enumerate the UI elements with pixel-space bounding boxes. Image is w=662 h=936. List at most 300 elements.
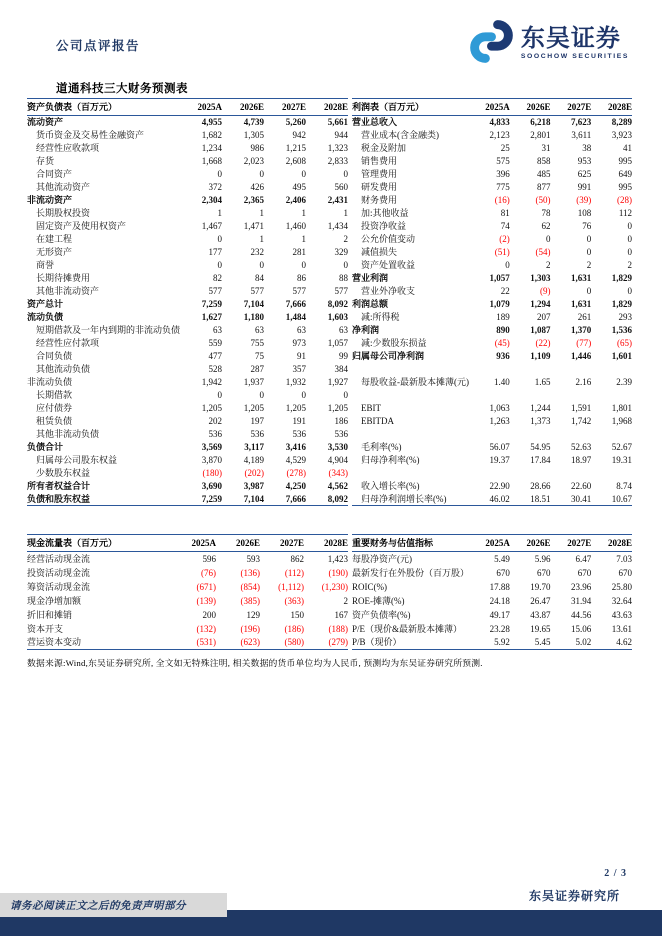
cell-value: 43.63 bbox=[611, 609, 632, 620]
cell-value: 1,601 bbox=[611, 351, 632, 361]
cell-value: 32.64 bbox=[611, 595, 632, 606]
row-label: 长期待摊费用 bbox=[36, 273, 91, 283]
table-row bbox=[27, 608, 348, 622]
table-title: 重要财务与估值指标 bbox=[352, 535, 469, 552]
cell-value: 3,117 bbox=[244, 442, 265, 452]
cell-value: 991 bbox=[577, 182, 592, 192]
row-label: 资产总计 bbox=[27, 299, 64, 309]
table-row bbox=[27, 194, 348, 207]
cell-value: 2 bbox=[546, 260, 551, 270]
cell-value: 2,365 bbox=[243, 195, 265, 205]
table-row bbox=[27, 181, 348, 194]
cell-value: 1,631 bbox=[570, 273, 592, 283]
column-header: 2028E bbox=[591, 535, 632, 552]
row-label: 长期股权投资 bbox=[36, 208, 91, 218]
brand-name-en: SOOCHOW SECURITIES bbox=[520, 53, 629, 61]
cell-value: 25 bbox=[500, 143, 510, 153]
cell-value: 63 bbox=[339, 325, 348, 335]
table-row bbox=[352, 608, 632, 622]
cell-value: 4,739 bbox=[243, 117, 265, 128]
cell-value: 1,370 bbox=[570, 325, 592, 335]
row-label: P/B（现价） bbox=[352, 636, 469, 650]
cell-value: (51) bbox=[494, 247, 510, 257]
cell-value: 1,446 bbox=[570, 351, 592, 361]
cell-value: 1,942 bbox=[201, 377, 223, 387]
cell-value: (1,230) bbox=[321, 581, 348, 592]
table-row bbox=[27, 142, 348, 155]
cell-value: 1,471 bbox=[243, 221, 265, 231]
row-label bbox=[352, 363, 469, 376]
table-row bbox=[352, 415, 632, 428]
cell-value: 1 bbox=[259, 234, 265, 244]
cell-value: 0 bbox=[259, 390, 265, 400]
cell-value: 670 bbox=[577, 567, 592, 578]
cell-value: (39) bbox=[576, 195, 592, 205]
cell-value: 75 bbox=[255, 351, 265, 361]
table-row bbox=[27, 259, 348, 272]
cell-value: 200 bbox=[202, 609, 216, 620]
cell-value: 2,431 bbox=[327, 195, 348, 205]
spacer-row bbox=[352, 428, 632, 441]
cell-value: 3,416 bbox=[285, 442, 306, 452]
cell-value: 536 bbox=[334, 429, 348, 439]
table-row bbox=[27, 467, 348, 480]
table-row bbox=[352, 350, 632, 363]
institute-name: 东吴证券研究所 bbox=[528, 889, 620, 903]
cell-value: 293 bbox=[618, 312, 632, 322]
cell-value: 0 bbox=[301, 390, 306, 400]
table-row bbox=[352, 168, 632, 181]
cell-value: 1,205 bbox=[285, 403, 306, 413]
table-row bbox=[352, 493, 632, 506]
cell-value: 0 bbox=[217, 234, 223, 244]
row-label: 流动负债 bbox=[27, 312, 64, 322]
cell-value: 186 bbox=[334, 416, 348, 426]
table-row bbox=[27, 415, 348, 428]
row-label: 毛利率(%) bbox=[361, 442, 402, 452]
cell-value bbox=[591, 428, 632, 441]
table-row bbox=[352, 129, 632, 142]
cell-value: 973 bbox=[292, 338, 306, 348]
cell-value: (77) bbox=[576, 338, 592, 348]
cell-value: 3,530 bbox=[327, 442, 348, 452]
cell-value: 755 bbox=[250, 338, 265, 348]
cell-value: (671) bbox=[196, 581, 216, 592]
table-row bbox=[27, 129, 348, 142]
cell-value: 1,305 bbox=[243, 130, 265, 140]
row-label: 其他非流动资产 bbox=[36, 286, 100, 296]
cell-value: 177 bbox=[208, 247, 223, 257]
column-header: 2025A bbox=[469, 535, 510, 552]
row-label: 管理费用 bbox=[361, 169, 398, 179]
row-label: 负债合计 bbox=[27, 442, 64, 452]
cell-value: 593 bbox=[246, 553, 260, 564]
row-label: 资产处置收益 bbox=[361, 260, 416, 270]
cell-value: 78 bbox=[541, 208, 551, 218]
cell-value: 1,063 bbox=[489, 403, 510, 413]
cell-value: 536 bbox=[292, 429, 306, 439]
cell-value: 1,323 bbox=[327, 143, 348, 153]
table-row bbox=[352, 552, 632, 566]
cell-value: 2,608 bbox=[285, 156, 306, 166]
row-label: 其他流动负债 bbox=[36, 364, 91, 374]
cell-value: 7,259 bbox=[180, 493, 222, 506]
row-label: 每股净资产(元) bbox=[352, 553, 412, 564]
row-label: 财务费用 bbox=[361, 195, 398, 205]
cell-value: 0 bbox=[586, 234, 592, 244]
column-header: 2025A bbox=[172, 535, 216, 552]
cell-value: 0 bbox=[217, 169, 223, 179]
row-label: 投资净收益 bbox=[361, 221, 407, 231]
column-header: 2028E bbox=[304, 535, 348, 552]
row-label: 营业利润 bbox=[352, 273, 389, 283]
row-label: 商誉 bbox=[36, 260, 55, 270]
cell-value: 2,833 bbox=[327, 156, 348, 166]
cell-value: 384 bbox=[334, 364, 348, 374]
table-header-row bbox=[352, 535, 632, 552]
cell-value: 2 bbox=[586, 260, 592, 270]
row-label bbox=[352, 467, 469, 480]
cell-value: (623) bbox=[216, 636, 260, 650]
cell-value: 1,423 bbox=[327, 553, 348, 564]
cell-value: 30.41 bbox=[551, 493, 592, 506]
cell-value: 0 bbox=[301, 169, 306, 179]
cell-value: 0 bbox=[343, 260, 348, 270]
cell-value: 18.51 bbox=[510, 493, 551, 506]
cell-value: 1,627 bbox=[201, 312, 223, 322]
cell-value: 5,661 bbox=[327, 117, 348, 128]
cell-value: 0 bbox=[217, 390, 223, 400]
cell-value: 28.66 bbox=[530, 481, 551, 491]
row-label: 负债和股东权益 bbox=[27, 493, 180, 506]
cell-value: 1,460 bbox=[285, 221, 306, 231]
table-title: 现金流量表（百万元） bbox=[27, 535, 172, 552]
table-row bbox=[352, 298, 632, 311]
cell-value: (50) bbox=[535, 195, 551, 205]
table-row bbox=[27, 580, 348, 594]
cell-value: 17.84 bbox=[530, 455, 551, 465]
cell-value: 1,205 bbox=[201, 403, 223, 413]
cell-value bbox=[591, 389, 632, 402]
row-label: 短期借款及一年内到期的非流动负债 bbox=[36, 325, 181, 335]
table-row bbox=[27, 207, 348, 220]
cell-value: 2 bbox=[343, 595, 348, 606]
cell-value: 1.65 bbox=[534, 377, 551, 387]
cell-value: 5.49 bbox=[494, 553, 510, 564]
row-label: P/E（现价&最新股本摊薄） bbox=[352, 623, 463, 634]
cell-value: 56.07 bbox=[489, 442, 510, 452]
cell-value: 232 bbox=[250, 247, 265, 257]
row-label: ROE-摊薄(%) bbox=[352, 595, 405, 606]
brand-name-cn: 东吴证券 bbox=[520, 25, 621, 53]
cell-value: 129 bbox=[246, 609, 260, 620]
table-row bbox=[352, 454, 632, 467]
cell-value: 31.94 bbox=[571, 595, 592, 606]
cell-value: 0 bbox=[343, 390, 348, 400]
cell-value: 1,109 bbox=[530, 351, 551, 361]
cell-value: 23.28 bbox=[489, 623, 510, 634]
row-label: 资本开支 bbox=[27, 623, 64, 634]
cell-value: 19.70 bbox=[530, 581, 551, 592]
row-label: 加:其他收益 bbox=[361, 208, 409, 218]
cell-value: (16) bbox=[494, 195, 510, 205]
cell-value: 63 bbox=[213, 325, 223, 335]
cell-value: 426 bbox=[250, 182, 265, 192]
column-header: 2026E bbox=[222, 99, 264, 116]
cell-value: 536 bbox=[250, 429, 265, 439]
row-label: 折旧和摊销 bbox=[27, 609, 73, 620]
cell-value: 4,529 bbox=[285, 455, 306, 465]
cell-value: 74 bbox=[500, 221, 510, 231]
cell-value: 7,623 bbox=[570, 117, 592, 128]
cell-value: (190) bbox=[328, 567, 348, 578]
cell-value bbox=[591, 467, 632, 480]
soochow-securities-logo bbox=[469, 19, 629, 69]
cell-value: 1,801 bbox=[611, 403, 632, 413]
cell-value: 3,569 bbox=[201, 442, 223, 452]
cell-value: 0 bbox=[627, 286, 632, 296]
row-label: 其他非流动负债 bbox=[36, 429, 100, 439]
cell-value: 1,829 bbox=[611, 273, 632, 283]
cell-value: (9) bbox=[540, 286, 551, 296]
cell-value: (202) bbox=[244, 468, 265, 478]
cell-value: 862 bbox=[290, 553, 304, 564]
cell-value: 43.87 bbox=[530, 609, 551, 620]
column-header: 2027E bbox=[551, 535, 592, 552]
table-row bbox=[27, 428, 348, 441]
cell-value: 15.06 bbox=[571, 623, 592, 634]
cell-value: (343) bbox=[328, 468, 348, 478]
cell-value: 2.39 bbox=[616, 377, 632, 387]
cell-value: 560 bbox=[334, 182, 348, 192]
table-row bbox=[27, 324, 348, 337]
cell-value: 150 bbox=[290, 609, 304, 620]
cell-value bbox=[551, 428, 592, 441]
cell-value: 2,801 bbox=[530, 130, 551, 140]
cell-value: (180) bbox=[202, 468, 223, 478]
table-row bbox=[352, 142, 632, 155]
cell-value: 4,250 bbox=[285, 481, 306, 491]
cell-value: 2 bbox=[343, 234, 348, 244]
cell-value: 1,536 bbox=[611, 325, 632, 335]
cell-value: 577 bbox=[292, 286, 306, 296]
cell-value: 2,406 bbox=[285, 195, 306, 205]
cell-value: 86 bbox=[296, 273, 306, 283]
cell-value: (112) bbox=[284, 567, 304, 578]
cell-value: 191 bbox=[292, 416, 306, 426]
table-row bbox=[27, 636, 348, 650]
cell-value: 877 bbox=[537, 182, 551, 192]
row-label: 资产负债率(%) bbox=[352, 609, 411, 620]
row-label: 存货 bbox=[36, 156, 55, 166]
disclaimer-box bbox=[0, 893, 227, 917]
table-row bbox=[27, 493, 348, 506]
row-label bbox=[352, 428, 469, 441]
cell-value: 2.16 bbox=[575, 377, 592, 387]
row-label: 所有者权益合计 bbox=[27, 481, 91, 491]
row-label: 每股收益-最新股本摊薄(元) bbox=[361, 377, 469, 387]
cell-value: 1,180 bbox=[243, 312, 265, 322]
table-row bbox=[27, 272, 348, 285]
disclaimer-text: 请务必阅读正文之后的免责声明部分 bbox=[10, 900, 186, 912]
cell-value: 4,189 bbox=[243, 455, 265, 465]
row-label: 投资活动现金流 bbox=[27, 567, 91, 578]
cell-value: 5.92 bbox=[469, 636, 510, 650]
row-label: 公允价值变动 bbox=[361, 234, 416, 244]
cell-value: 625 bbox=[577, 169, 592, 179]
row-label: 减:少数股东损益 bbox=[361, 338, 427, 348]
row-label: 经营活动现金流 bbox=[27, 553, 91, 564]
row-label: EBITDA bbox=[361, 416, 394, 426]
table-row bbox=[27, 116, 348, 129]
cell-value: 26.47 bbox=[530, 595, 551, 606]
table-row bbox=[27, 441, 348, 454]
table-header-row bbox=[352, 99, 632, 116]
report-type-label: 公司点评报告 bbox=[56, 39, 141, 53]
column-header: 2026E bbox=[216, 535, 260, 552]
cell-value: 19.37 bbox=[489, 455, 510, 465]
cell-value bbox=[510, 363, 551, 376]
cell-value: 1,294 bbox=[530, 299, 551, 309]
cell-value: 6.47 bbox=[575, 553, 592, 564]
cell-value: 1,215 bbox=[285, 143, 306, 153]
cell-value: 1,244 bbox=[530, 403, 551, 413]
cell-value: 0 bbox=[627, 247, 632, 257]
cell-value: 88 bbox=[339, 273, 348, 283]
cell-value bbox=[551, 467, 592, 480]
cell-value: (76) bbox=[201, 567, 216, 578]
cell-value: (132) bbox=[196, 623, 216, 634]
table-title: 资产负债表（百万元） bbox=[27, 99, 180, 116]
cell-value: 5.96 bbox=[534, 553, 551, 564]
table-row bbox=[352, 220, 632, 233]
cell-value: 7,259 bbox=[201, 299, 223, 309]
cell-value: (580) bbox=[260, 636, 304, 650]
cell-value: 1,742 bbox=[570, 416, 592, 426]
table-row bbox=[352, 376, 632, 389]
row-label: 最新发行在外股份（百万股） bbox=[352, 567, 470, 578]
table-row bbox=[352, 246, 632, 259]
row-label: 归母净利率(%) bbox=[361, 455, 420, 465]
cell-value bbox=[551, 389, 592, 402]
cell-value: 5.45 bbox=[510, 636, 551, 650]
cell-value: 3,611 bbox=[571, 130, 592, 140]
cell-value: 890 bbox=[496, 325, 510, 335]
cell-value: 1,079 bbox=[489, 299, 510, 309]
cell-value: 1,303 bbox=[530, 273, 551, 283]
table-row bbox=[352, 233, 632, 246]
cell-value: (2) bbox=[499, 234, 510, 244]
row-label: 归母净利润增长率(%) bbox=[352, 493, 469, 506]
cell-value: 287 bbox=[250, 364, 265, 374]
cell-value: 17.88 bbox=[489, 581, 510, 592]
row-label: 营业总收入 bbox=[352, 117, 398, 128]
table-row bbox=[352, 594, 632, 608]
cell-value: 3,923 bbox=[611, 130, 632, 140]
cell-value: 536 bbox=[208, 429, 223, 439]
cell-value: 944 bbox=[334, 130, 348, 140]
row-label: 收入增长率(%) bbox=[361, 481, 420, 491]
table-row bbox=[352, 566, 632, 580]
cell-value: 0 bbox=[259, 169, 265, 179]
table-row bbox=[27, 566, 348, 580]
cell-value: 485 bbox=[537, 169, 551, 179]
row-label: 租赁负债 bbox=[36, 416, 73, 426]
row-label: 税金及附加 bbox=[361, 143, 407, 153]
cell-value: 577 bbox=[334, 286, 348, 296]
cell-value: 329 bbox=[334, 247, 348, 257]
row-label: 经营性应付款项 bbox=[36, 338, 100, 348]
cell-value: (45) bbox=[494, 338, 510, 348]
cell-value: 1 bbox=[301, 234, 306, 244]
cell-value bbox=[469, 428, 510, 441]
cell-value: 577 bbox=[250, 286, 265, 296]
cell-value: (188) bbox=[328, 623, 348, 634]
row-label: 营运资本变动 bbox=[27, 636, 172, 650]
cell-value: 1,484 bbox=[285, 312, 306, 322]
cell-value: (139) bbox=[196, 595, 216, 606]
row-label: 其他流动资产 bbox=[36, 182, 91, 192]
cell-value: 52.67 bbox=[611, 442, 632, 452]
cell-value bbox=[551, 363, 592, 376]
cell-value: 108 bbox=[577, 208, 592, 218]
cell-value: 1.40 bbox=[494, 377, 510, 387]
cell-value: 649 bbox=[618, 169, 632, 179]
cell-value: 63 bbox=[255, 325, 265, 335]
cell-value: 8,092 bbox=[327, 299, 348, 309]
row-label: 长期借款 bbox=[36, 390, 73, 400]
cell-value: 670 bbox=[618, 567, 632, 578]
cell-value: 858 bbox=[537, 156, 551, 166]
cell-value: (186) bbox=[284, 623, 304, 634]
table-row bbox=[27, 389, 348, 402]
data-source-footnote: 数据来源:Wind,东吴证券研究所, 全文如无特殊注明, 相关数据的货币单位均为人民币, 预测均为东吴证券研究所预测. bbox=[27, 658, 483, 668]
cell-value: 207 bbox=[537, 312, 551, 322]
cell-value bbox=[469, 363, 510, 376]
cell-value: 4,955 bbox=[201, 117, 223, 128]
row-label: 利润总额 bbox=[352, 299, 389, 309]
row-label: 在建工程 bbox=[36, 234, 73, 244]
cell-value: 1 bbox=[259, 208, 265, 218]
cell-value: 19.31 bbox=[611, 455, 632, 465]
cell-value: 5.02 bbox=[551, 636, 592, 650]
cell-value: 1,434 bbox=[327, 221, 348, 231]
cell-value: 167 bbox=[334, 609, 348, 620]
spacer-row bbox=[352, 389, 632, 402]
cell-value: 596 bbox=[202, 553, 216, 564]
row-label: 筹资活动现金流 bbox=[27, 581, 91, 592]
cell-value: 0 bbox=[586, 247, 592, 257]
column-header: 2025A bbox=[180, 99, 222, 116]
cell-value: 84 bbox=[255, 273, 265, 283]
cell-value: 577 bbox=[208, 286, 223, 296]
cell-value: 19.65 bbox=[530, 623, 551, 634]
cell-value: 1,829 bbox=[611, 299, 632, 309]
cell-value: 202 bbox=[208, 416, 223, 426]
table-row bbox=[352, 272, 632, 285]
cell-value: (854) bbox=[240, 581, 260, 592]
cell-value: 7,104 bbox=[243, 299, 265, 309]
cell-value: 3,870 bbox=[201, 455, 223, 465]
table-row bbox=[27, 246, 348, 259]
cell-value: 495 bbox=[292, 182, 306, 192]
cell-value: 477 bbox=[208, 351, 223, 361]
cell-value: 76 bbox=[582, 221, 592, 231]
cell-value: 1,591 bbox=[570, 403, 592, 413]
column-header: 2026E bbox=[510, 99, 551, 116]
cell-value: 775 bbox=[496, 182, 510, 192]
cell-value bbox=[469, 389, 510, 402]
